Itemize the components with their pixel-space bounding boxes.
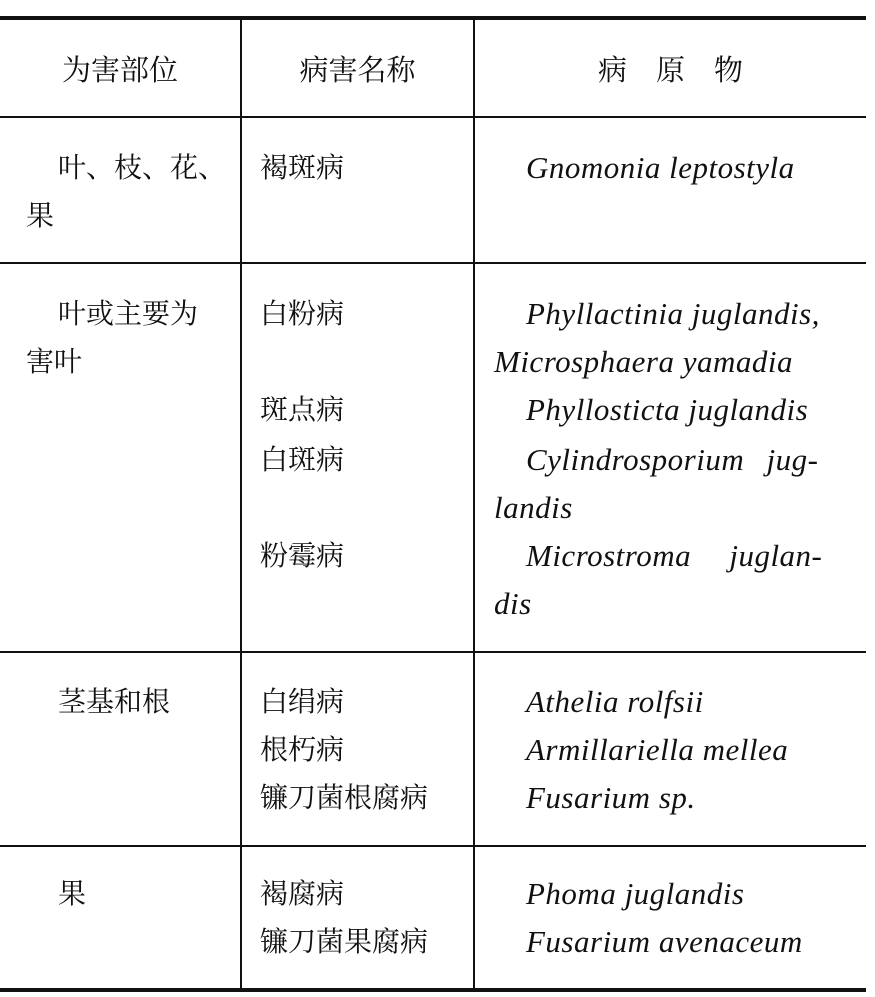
pathogen-cell: Armillariella mellea <box>526 732 789 767</box>
pathogen-cell: Gnomonia leptostyla <box>526 150 795 185</box>
disease-cell: 白绢病 <box>260 685 345 718</box>
pathogen-cell: Phyllosticta juglandis <box>526 392 809 427</box>
disease-cell: 镰刀菌根腐病 <box>260 781 429 814</box>
part-cell: 果 <box>26 199 55 232</box>
header-part: 为害部位 <box>61 53 178 87</box>
pathogen-cell: landis <box>494 490 573 525</box>
pathogen-cell: Phoma juglandis <box>526 876 745 911</box>
disease-cell: 白斑病 <box>260 443 345 476</box>
group-divider <box>0 651 866 653</box>
group-divider <box>0 262 866 264</box>
pathogen-cell: Fusarium sp. <box>526 780 696 815</box>
pathogen-cell: Phyllactinia juglandis, <box>526 296 820 331</box>
pathogen-cell: Fusarium avenaceum <box>526 924 803 959</box>
part-cell: 叶、枝、花、 <box>58 151 227 184</box>
disease-cell: 根朽病 <box>260 733 345 766</box>
column-divider <box>240 20 242 992</box>
disease-cell: 粉霉病 <box>260 539 345 572</box>
pathogen-cell: Microsphaera yamadia <box>494 344 794 379</box>
disease-cell: 褐腐病 <box>260 877 345 910</box>
pathogen-cell: Microstroma juglan- <box>526 538 823 573</box>
pathogen-cell: dis <box>494 586 532 621</box>
bottom-rule <box>0 988 866 992</box>
top-rule <box>0 16 866 20</box>
disease-cell: 褐斑病 <box>260 151 345 184</box>
group-divider <box>0 845 866 847</box>
pathogen-cell: Athelia rolfsii <box>526 684 704 719</box>
column-divider <box>473 20 475 992</box>
part-cell: 茎基和根 <box>58 685 171 718</box>
pathogen-cell: Cylindrosporium jug- <box>526 442 819 477</box>
disease-cell: 斑点病 <box>260 393 345 426</box>
disease-cell: 白粉病 <box>260 297 345 330</box>
header-rule <box>0 116 866 118</box>
header-pathogen: 病 原 物 <box>597 53 743 87</box>
header-disease: 病害名称 <box>299 53 416 87</box>
part-cell: 叶或主要为 <box>58 297 199 330</box>
disease-cell: 镰刀菌果腐病 <box>260 925 429 958</box>
part-cell: 果 <box>58 877 87 910</box>
part-cell: 害叶 <box>26 345 83 378</box>
